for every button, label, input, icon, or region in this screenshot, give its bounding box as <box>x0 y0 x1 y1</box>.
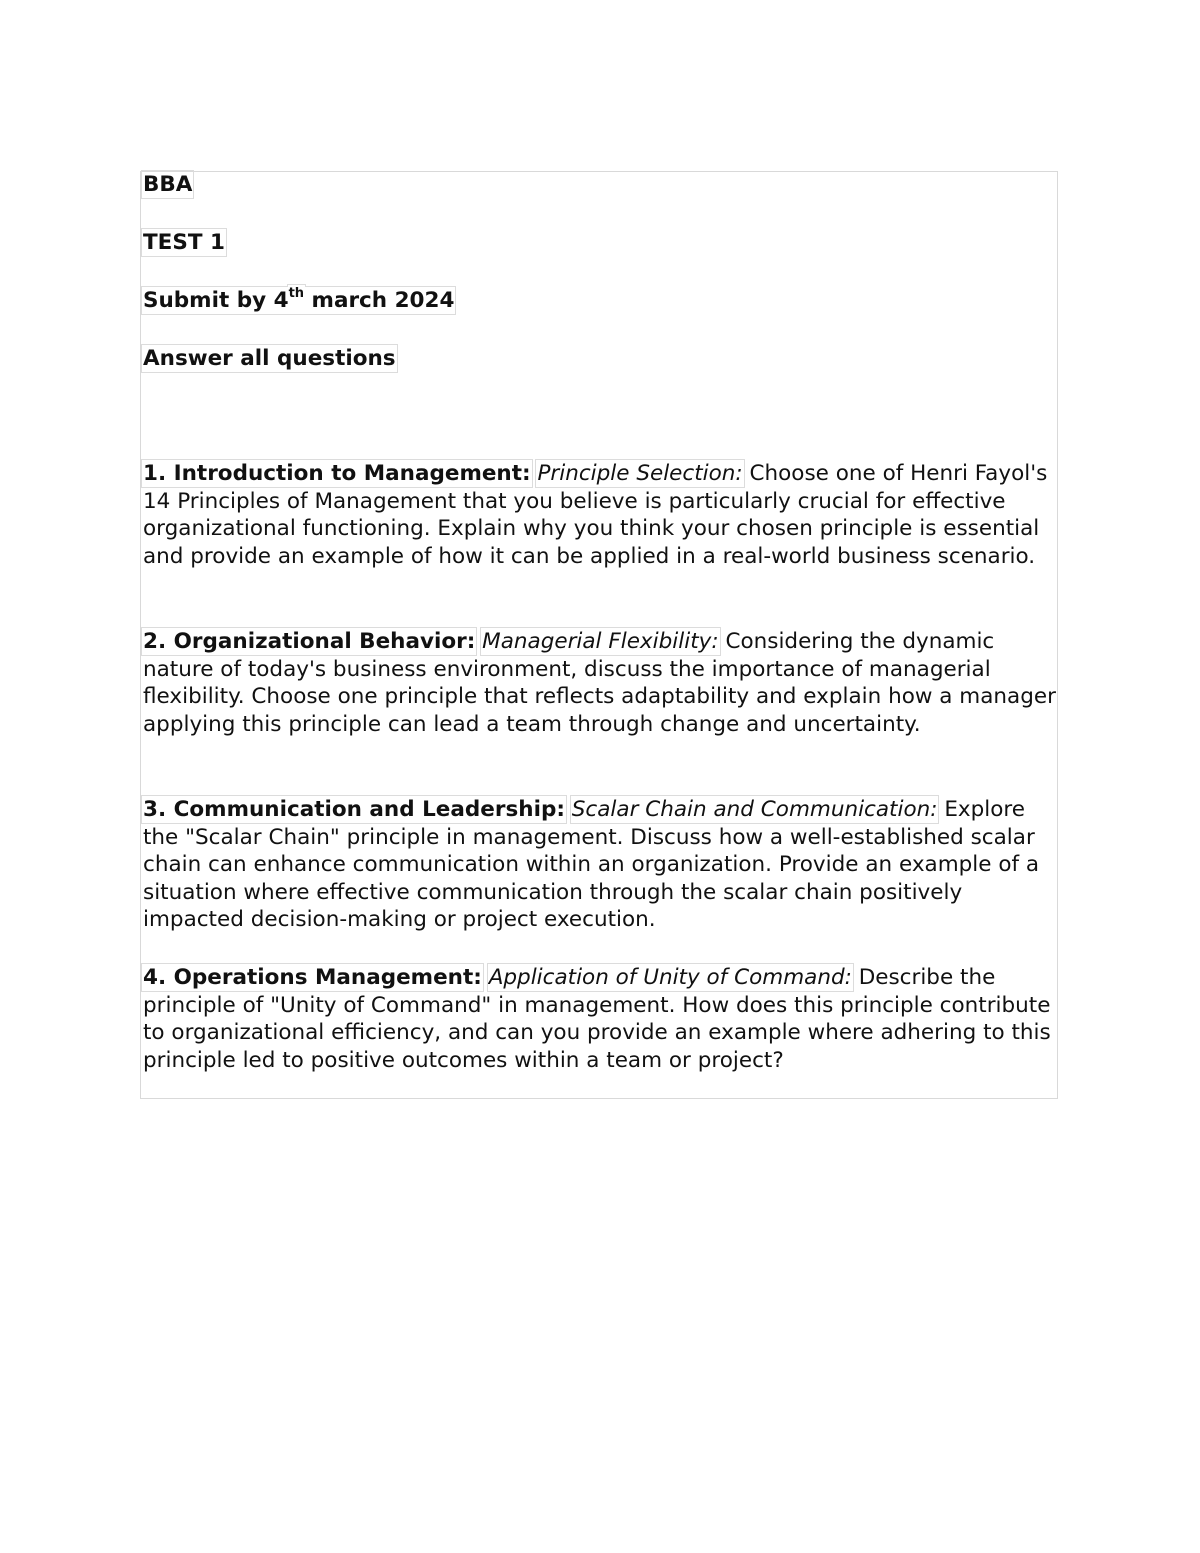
question-1 <box>143 460 1057 570</box>
question-4-heading: 4. Operations Management: <box>143 965 482 990</box>
submit-deadline-text <box>143 285 455 313</box>
instruction-label: Answer all questions <box>143 346 396 371</box>
instruction-heading <box>143 345 396 373</box>
question-2-body: Considering the dynamic nature of today's business environment, discuss the importance of managerial flexibility. Choose one principle that reflects adaptability and explain how a manager applying this principle can lead a team through change and uncertainty. <box>143 629 1056 737</box>
question-3 <box>143 796 1057 934</box>
submit-prefix: Submit by 4 <box>143 288 289 313</box>
question-4-body: Describe the principle of "Unity of Command" in management. How does this principle contribute to organizational efficiency, and can you provide an example where adhering to this principle led to positive outcomes within a team or project? <box>143 965 1051 1073</box>
test-heading <box>143 229 225 257</box>
question-4 <box>143 964 1057 1074</box>
program-heading <box>143 171 192 199</box>
submit-ordinal-suffix: th <box>288 285 305 301</box>
submit-suffix: march 2024 <box>304 288 455 313</box>
question-1-body: Choose one of Henri Fayol's 14 Principles of Management that you believe is particularly crucial for effective organizational functioning. Explain why you think your chosen principle is essential and provide an example of how it can be applied in a real-world business scenario. <box>143 461 1048 569</box>
submit-deadline <box>143 287 454 315</box>
question-4-subheading: Application of Unity of Command: <box>488 965 852 990</box>
question-3-body: Explore the "Scalar Chain" principle in management. Discuss how a well-established scalar chain can enhance communication within an organization. Provide an example of a situation where effective communication through the scalar chain positively impacted decision-making or project execution. <box>143 797 1040 932</box>
question-2-subheading: Managerial Flexibility: <box>482 629 719 654</box>
question-1-subheading: Principle Selection: <box>537 461 743 486</box>
program-label: BBA <box>143 172 193 197</box>
question-2-heading: 2. Organizational Behavior: <box>143 629 476 654</box>
question-3-subheading: Scalar Chain and Communication: <box>571 797 938 822</box>
question-2 <box>143 628 1057 738</box>
test-label: TEST 1 <box>143 230 225 255</box>
question-1-heading: 1. Introduction to Management: <box>143 461 531 486</box>
question-3-heading: 3. Communication and Leadership: <box>143 797 565 822</box>
